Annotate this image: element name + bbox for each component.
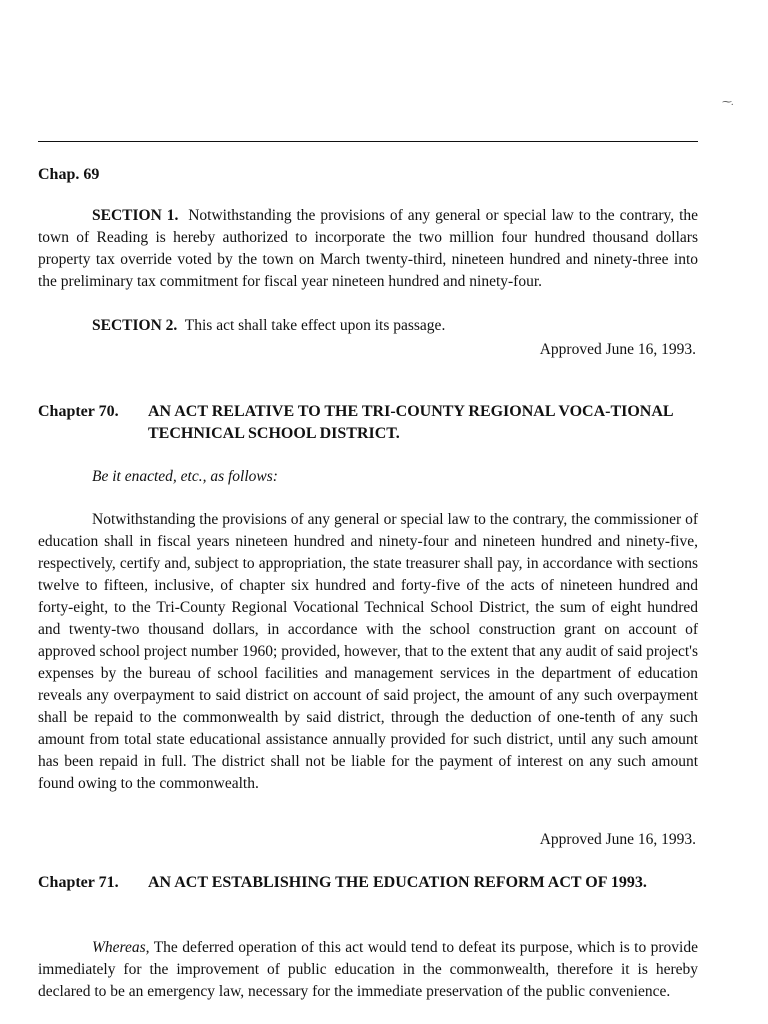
chapter-70-heading (38, 401, 698, 445)
section-1-text: Notwithstanding the provisions of any general or special law to the contrary, the town of Reading is hereby authorized to incorporate the two million four hundred thousand dollars property tax override voted by the town on March twenty-third, nineteen hundred and ninety-three into the preliminary tax commitment for fiscal year nineteen hundred and ninety-four. (38, 207, 699, 290)
chapter-69-section-1 (38, 205, 698, 293)
chapter-69-header: Chap. 69 (38, 166, 100, 183)
chapter-70-title: AN ACT RELATIVE TO THE TRI-COUNTY REGIONAL VOCA-TIONAL TECHNICAL SCHOOL DISTRICT. (148, 403, 673, 442)
chapter-70-enacting-clause: Be it enacted, etc., as follows: (92, 468, 278, 485)
chapter-71-preamble (38, 937, 698, 1003)
chapter-70-number: Chapter 70. (38, 403, 119, 420)
scan-speck: ⁓. (722, 97, 733, 108)
section-2-label: SECTION 2. (92, 317, 178, 334)
chapter-69-approved: Approved June 16, 1993. (539, 341, 696, 358)
chapter-71-heading (38, 872, 698, 894)
whereas-word: Whereas, (92, 939, 150, 956)
chapter-70-body: Notwithstanding the provisions of any general or special law to the contrary, the commissioner of education shall in fiscal years nineteen hundred and ninety-four and nineteen hundred and ninety-five, respectively, certify and, subject to appropriation, the state treasurer shall pay, in accordance with sections twelve to fifteen, inclusive, of chapter six hundred and forty-five of the acts of nineteen hundred and forty-eight, to the Tri-County Regional Vocational Technical School District, the sum of eight hundred and twenty-two thousand dollars, in accordance with the school construction grant on account of approved school project number 1960; provided, however, that to the extent that any audit of said project's expenses by the bureau of school facilities and management services in the department of education reveals any overpayment to said district on account of said project, the amount of any such overpayment shall be repaid to the commonwealth by said district, through the deduction of one-tenth of any such amount from total state educational assistance annually provided for such district, until any such amount has been repaid in full. The district shall not be liable for the payment of interest on any such amount found owing to the commonwealth. (38, 511, 698, 792)
chapter-70-approved: Approved June 16, 1993. (539, 831, 696, 848)
chapter-71-number: Chapter 71. (38, 874, 119, 891)
header-rule (38, 141, 698, 142)
chapter-71-preamble-text: The deferred operation of this act would tend to defeat its purpose, which is to provide immediately for the improvement of public education in the commonwealth, therefore it is hereby declared to be an emergency law, necessary for the immediate preservation of the public convenience. (38, 939, 698, 1000)
section-2-text: This act shall take effect upon its passage. (184, 317, 446, 334)
chapter-69-section-2 (38, 315, 698, 337)
section-1-label: SECTION 1. (92, 207, 179, 224)
chapter-71-title: AN ACT ESTABLISHING THE EDUCATION REFORM ACT OF 1993. (148, 874, 647, 891)
